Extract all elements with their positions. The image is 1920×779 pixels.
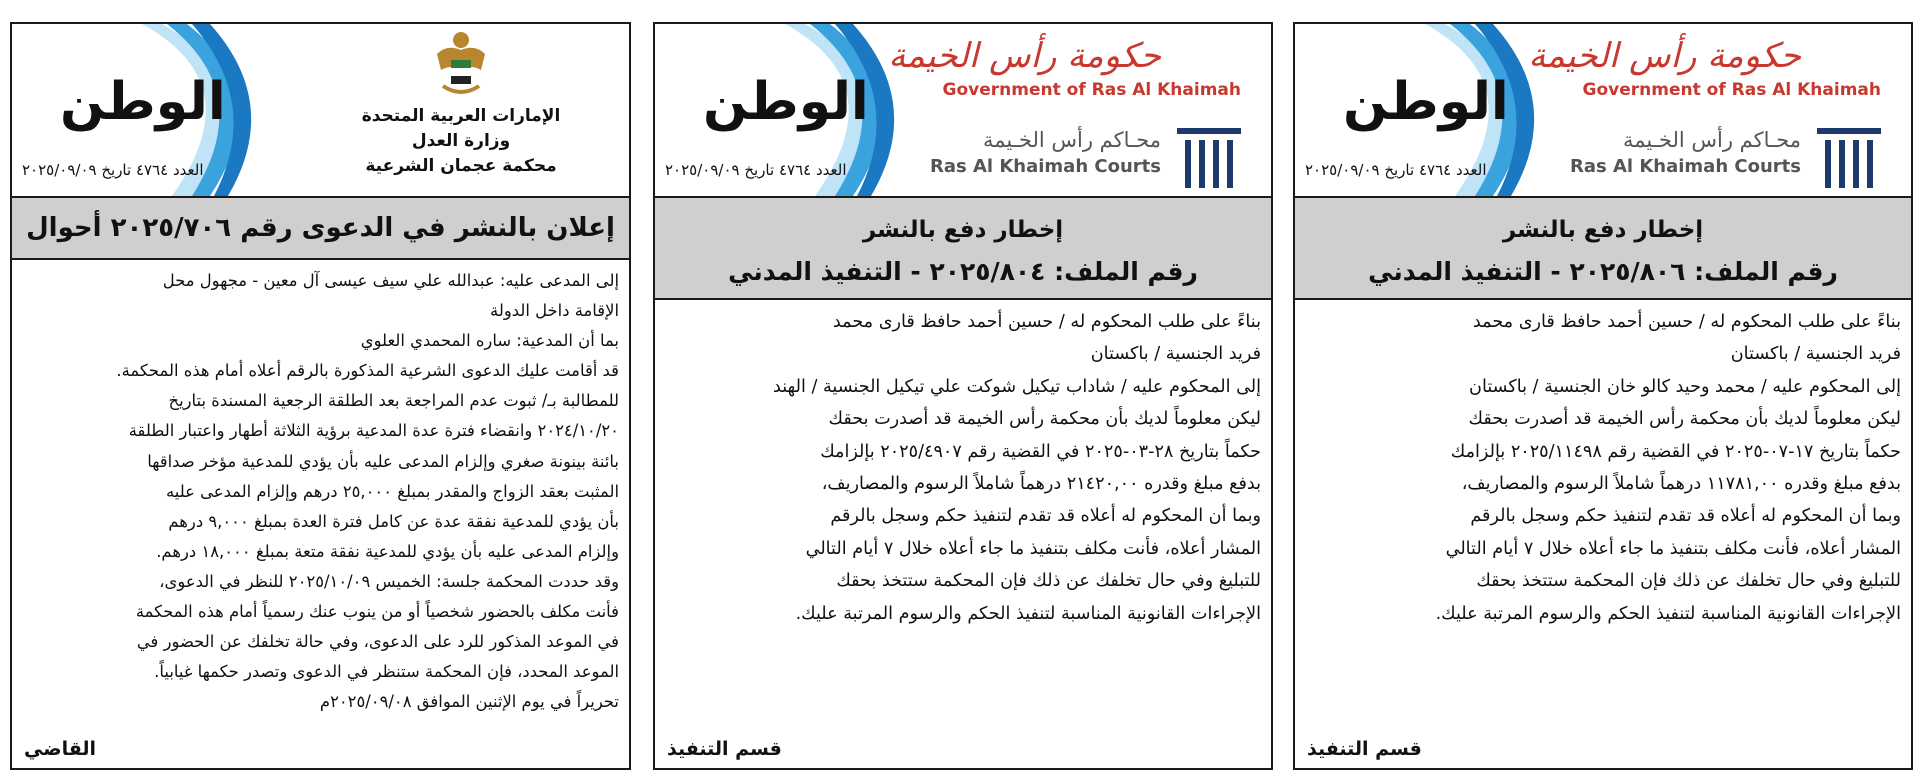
payment-notice-806: [1293, 22, 1913, 770]
file-number: رقم الملف: ٢٠٢٥/٨٠٤ - التنفيذ المدني: [728, 257, 1198, 286]
newspaper-name: الوطن: [1343, 72, 1509, 132]
title-line: إخطار دفع بالنشر: [862, 217, 1064, 243]
body-line: بأن يؤدي للمدعية نفقة عدة عن كامل فترة العدة بمبلغ ٩,٠٠٠ درهم: [168, 511, 619, 531]
body-line: تحريراً في يوم الإثنين الموافق ٢٠٢٥/٠٩/٠٨م: [319, 692, 619, 712]
notice-title: [655, 196, 1271, 300]
body-line: ليكن معلوماً لديك بأن محكمة رأس الخيمة قد أصدرت بحقك: [1468, 409, 1901, 430]
uae-emblem-icon: [433, 30, 489, 100]
rak-courts-pillars-icon: [1817, 128, 1881, 190]
body-line: الموعد المحدد، فإن المحكمة ستنظر في الدعوى وتصدر حكمها غيابياً.: [154, 662, 619, 682]
body-line: وبما أن المحكوم له أعلاه قد تقدم لتنفيذ حكم وسجل بالرقم: [830, 506, 1261, 527]
body-line: حكماً بتاريخ ١٧-٠٧-٢٠٢٥ في القضية رقم ٢٠٢٥/١١٤٩٨ بإلزامك: [1450, 441, 1901, 462]
body-line: بناءً على طلب المحكوم له / حسين أحمد حافظ قارى محمد: [832, 312, 1261, 332]
body-line: قد أقامت عليك الدعوى الشرعية المذكورة بالرقم أعلاه أمام هذه المحكمة.: [116, 361, 619, 381]
body-line: إلى المحكوم عليه / محمد وحيد كالو خان الجنسية / باكستان: [1469, 376, 1901, 397]
title-line: إخطار دفع بالنشر: [1502, 217, 1704, 243]
signature: القاضي: [24, 738, 97, 760]
notice-header: [12, 24, 629, 196]
signature: قسم التنفيذ: [1307, 738, 1422, 760]
newspaper-name: الوطن: [703, 72, 869, 132]
body-line: بما أن المدعية: ساره المحمدي العلوي: [360, 331, 619, 351]
body-line: فريد الجنسية / باكستان: [1090, 344, 1261, 365]
body-line: بناءً على طلب المحكوم له / حسين أحمد حافظ قارى محمد: [1472, 312, 1901, 332]
body-line: بدفع مبلغ وقدره ٢١٤٢٠,٠٠ درهماً شاملاً الرسوم والمصاريف،: [821, 474, 1261, 495]
body-line: الإقامة داخل الدولة: [490, 301, 619, 321]
signature: قسم التنفيذ: [667, 738, 782, 760]
body-line: ٢٠٢٤/١٠/٢٠ وانقضاء فترة عدة المدعية برؤية الثلاثة أطهار واعتبار الطلقة: [128, 421, 619, 441]
notice-title: إعلان بالنشر في الدعوى رقم ٢٠٢٥/٧٠٦ أحوال: [12, 196, 629, 260]
body-line: إلى المدعى عليه: عبدالله علي سيف عيسى آل معين - مجهول محل: [162, 271, 619, 290]
ministry-block: [351, 104, 571, 179]
body-line: الإجراءات القانونية المناسبة لتنفيذ الحكم والرسوم المرتبة عليك.: [1435, 603, 1901, 624]
notice-header: [1295, 24, 1911, 196]
courts-name-english: Ras Al Khaimah Courts: [1569, 156, 1801, 177]
gov-name-arabic: حكومة رأس الخيمة: [1528, 36, 1801, 76]
body-line: المشار أعلاه، فأنت مكلف بتنفيذ ما جاء أعلاه خلال ٧ أيام التالي: [1445, 538, 1901, 559]
rak-courts-pillars-icon: [1177, 128, 1241, 190]
payment-notice-804: [653, 22, 1273, 770]
courts-name-english: Ras Al Khaimah Courts: [929, 156, 1161, 177]
body-line: في الموعد المذكور للرد على الدعوى، وفي حالة تخلفك عن الحضور في: [136, 632, 619, 652]
courts-name-arabic: محـاكم رأس الخـيمة: [983, 128, 1161, 152]
body-line: للتبليغ وفي حال تخلفك عن ذلك فإن المحكمة ستتخذ بحقك: [1476, 571, 1901, 592]
body-line: للتبليغ وفي حال تخلفك عن ذلك فإن المحكمة ستتخذ بحقك: [836, 571, 1261, 592]
body-line: بدفع مبلغ وقدره ١١٧٨١,٠٠ درهماً شاملاً الرسوم والمصاريف،: [1461, 474, 1901, 495]
notice-body: [1295, 300, 1911, 630]
notice-body: [655, 300, 1271, 630]
body-line: وإلزام المدعى عليه بأن يؤدي للمدعية نفقة متعة بمبلغ ١٨,٠٠٠ درهم.: [156, 541, 619, 561]
issue-line: العدد ٤٧٦٤ تاريخ ٢٠٢٥/٠٩/٠٩: [1305, 161, 1487, 179]
body-line: المثبت بعقد الزواج والمقدر بمبلغ ٢٥,٠٠٠ درهم وإلزام المدعى عليه: [165, 481, 619, 501]
body-line: ليكن معلوماً لديك بأن محكمة رأس الخيمة قد أصدرت بحقك: [828, 409, 1261, 430]
body-line: المشار أعلاه، فأنت مكلف بتنفيذ ما جاء أعلاه خلال ٧ أيام التالي: [805, 538, 1261, 559]
ministry-line: محكمة عجمان الشرعية: [365, 156, 557, 176]
gov-name-arabic: حكومة رأس الخيمة: [888, 36, 1161, 76]
body-line: إلى المحكوم عليه / شاداب تيكيل شوكت علي تيكيل الجنسية / الهند: [772, 376, 1261, 397]
courts-name-arabic: محـاكم رأس الخـيمة: [1623, 128, 1801, 152]
court-announcement-notice: [10, 22, 631, 770]
body-line: وقد حددت المحكمة جلسة: الخميس ٢٠٢٥/١٠/٠٩ للنظر في الدعوى،: [159, 571, 619, 591]
body-line: الإجراءات القانونية المناسبة لتنفيذ الحكم والرسوم المرتبة عليك.: [795, 603, 1261, 624]
file-number: رقم الملف: ٢٠٢٥/٨٠٦ - التنفيذ المدني: [1368, 257, 1838, 286]
notice-title: [1295, 196, 1911, 300]
gov-name-english: Government of Ras Al Khaimah: [942, 80, 1241, 100]
ministry-line: وزارة العدل: [411, 131, 511, 151]
body-line: فأنت مكلف بالحضور شخصياً أو من ينوب عنك رسمياً أمام هذه المحكمة: [135, 602, 619, 622]
notice-header: [655, 24, 1271, 196]
ministry-line: الإمارات العربية المتحدة: [361, 106, 561, 126]
body-line: فريد الجنسية / باكستان: [1730, 344, 1901, 365]
newspaper-name: الوطن: [60, 72, 226, 132]
body-line: حكماً بتاريخ ٢٨-٠٣-٢٠٢٥ في القضية رقم ٢٠٢٥/٤٩٠٧ بإلزامك: [820, 441, 1261, 462]
body-line: بائنة بينونة صغري وإلزام المدعى عليه بأن يؤدي للمدعية مؤخر صداقها: [147, 451, 619, 471]
notice-body: [12, 260, 629, 717]
body-line: للمطالبة بـ/ ثبوت عدم المراجعة بعد الطلقة الرجعية المسندة بتاريخ: [168, 391, 619, 411]
issue-line: العدد ٤٧٦٤ تاريخ ٢٠٢٥/٠٩/٠٩: [665, 161, 847, 179]
issue-line: العدد ٤٧٦٤ تاريخ ٢٠٢٥/٠٩/٠٩: [22, 161, 204, 179]
gov-name-english: Government of Ras Al Khaimah: [1582, 80, 1881, 100]
body-line: وبما أن المحكوم له أعلاه قد تقدم لتنفيذ حكم وسجل بالرقم: [1470, 506, 1901, 527]
